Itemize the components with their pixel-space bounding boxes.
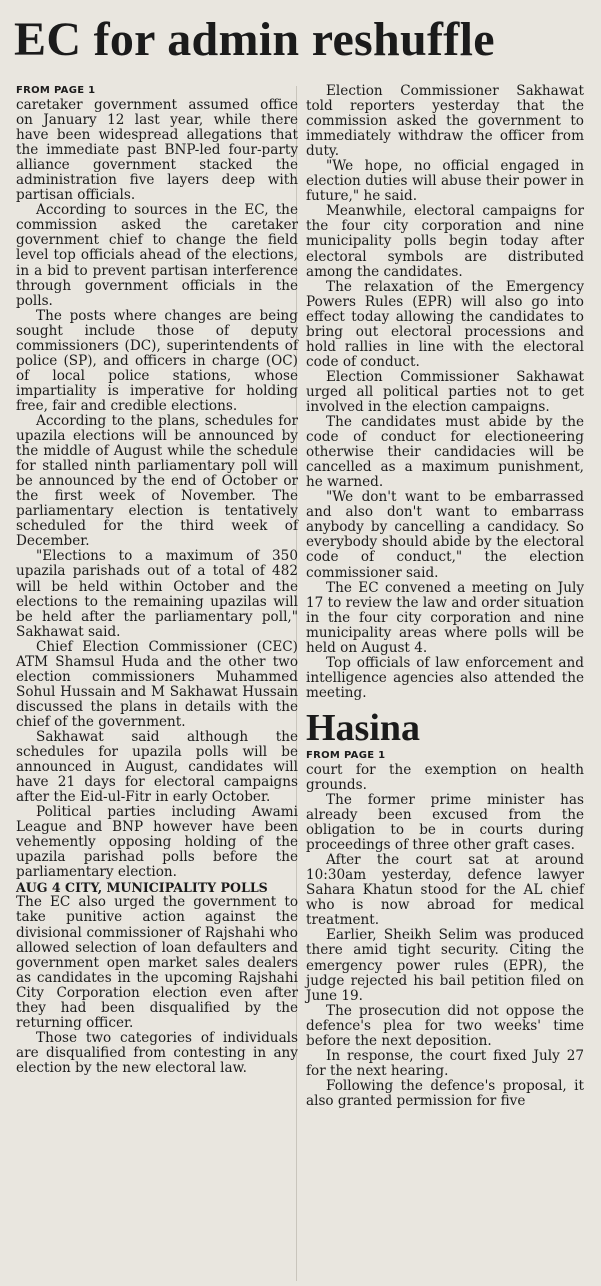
article-paragraph: Earlier, Sheikh Selim was produced there amid tight security. Citing the emergency power rules (EPR), the judge rejected his bail petition filed on June 19. xyxy=(306,927,584,1004)
article-paragraph: After the court sat at around 10:30am yesterday, defence lawyer Sahara Khatun stood for the AL chief who is now abroad for medical treatment. xyxy=(306,852,584,929)
right-column xyxy=(306,84,584,1109)
article-paragraph: The EC convened a meeting on July 17 to review the law and order situation in the four city corporation and nine municipality areas where polls will be held on August 4. xyxy=(306,579,584,656)
from-page-kicker: FROM PAGE 1 xyxy=(306,749,386,761)
section-subhead: AUG 4 CITY, MUNICIPALITY POLLS xyxy=(16,880,268,896)
article-paragraph: The relaxation of the Emergency Powers Rules (EPR) will also go into effect today allowing the candidates to bring out electoral processions and hold rallies in line with the electoral code of conduct. xyxy=(306,278,584,370)
headline: EC for admin reshuffle xyxy=(14,13,495,66)
article-paragraph: Election Commissioner Sakhawat told reporters yesterday that the commission asked the government to immediately withdraw the officer from duty. xyxy=(306,83,584,160)
article-paragraph: Political parties including Awami League and BNP however have been vehemently opposing holding of the upazila parishad polls before the parliamentary election. xyxy=(16,804,298,881)
article-paragraph: The candidates must abide by the code of conduct for electioneering otherwise their candidacies will be cancelled as a maximum punishment, he warned. xyxy=(306,414,584,491)
article-paragraph: "Elections to a maximum of 350 upazila parishads out of a total of 482 will be held within October and the elections to the remaining upazilas will be held after the parliamentary poll," Sakhawat said. xyxy=(16,548,298,640)
article-paragraph: "We hope, no official engaged in election duties will abuse their power in future," he said. xyxy=(306,158,584,205)
article-paragraph: Meanwhile, electoral campaigns for the four city corporation and nine municipality polls begin today after electoral symbols are distributed among the candidates. xyxy=(306,203,584,280)
left-column xyxy=(16,84,298,1076)
article-paragraph: Top officials of law enforcement and intelligence agencies also attended the meeting. xyxy=(306,654,584,701)
article-paragraph: The posts where changes are being sought include those of deputy commissioners (DC), superintendents of police (SP), and officers in charge (OC) of local police stations, whose impartiality is imperative for holding free, fair and credible elections. xyxy=(16,307,298,414)
article-paragraph: Chief Election Commissioner (CEC) ATM Shamsul Huda and the other two election commissioners Muhammed Sohul Hussain and M Sakhawat Hussain discussed the plans in details with the chief of the government. xyxy=(16,638,298,730)
article-paragraph: court for the exemption on health grounds. xyxy=(306,761,584,793)
article-paragraph: According to the plans, schedules for upazila elections will be announced by the middle of August while the schedule for stalled ninth parliamentary poll will be announced by the end of October or the first week of November. The parliamentary election is tentatively scheduled for the third week of December. xyxy=(16,412,298,550)
article-paragraph: In response, the court fixed July 27 for the next hearing. xyxy=(306,1047,584,1079)
from-page-kicker: FROM PAGE 1 xyxy=(16,85,96,96)
article-paragraph: "We don't want to be embarrassed and also don't want to embarrass anybody by cancelling a candidacy. So everybody should abide by the electoral code of conduct," the election commissioner said. xyxy=(306,489,584,581)
second-headline: Hasina xyxy=(306,706,421,749)
article-paragraph: The EC also urged the government to take punitive action against the divisional commissioner of Rajshahi who allowed selection of loan defaulters and government open market sales dealers as candidates in the upcoming Rajshahi City Corporation election even after they had been disqualified by the returning officer. xyxy=(16,894,298,1031)
article-paragraph: According to sources in the EC, the commission asked the caretaker government chief to change the field level top officials ahead of the elections, in a bid to prevent partisan interference through government officials in the polls. xyxy=(16,202,298,309)
article-paragraph: Those two categories of individuals are disqualified from contesting in any election by the new electoral law. xyxy=(16,1029,298,1076)
article-paragraph: Election Commissioner Sakhawat urged all political parties not to get involved in the election campaigns. xyxy=(306,368,584,415)
article-paragraph: Sakhawat said although the schedules for upazila polls will be announced in August, candidates will have 21 days for electoral campaigns after the Eid-ul-Fitr in early October. xyxy=(16,728,298,806)
article-paragraph: Following the defence's proposal, it also granted permission for five xyxy=(306,1077,584,1109)
article-paragraph: caretaker government assumed office on January 12 last year, while there have been widespread allegations that the immediate past BNP-led four-party alliance government stacked the administration five layers deep with partisan officials. xyxy=(16,97,298,204)
article-paragraph: The prosecution did not oppose the defence's plea for two weeks' time before the next deposition. xyxy=(306,1002,584,1049)
article-paragraph: The former prime minister has already been excused from the obligation to be in courts during proceedings of three other graft cases. xyxy=(306,792,584,854)
